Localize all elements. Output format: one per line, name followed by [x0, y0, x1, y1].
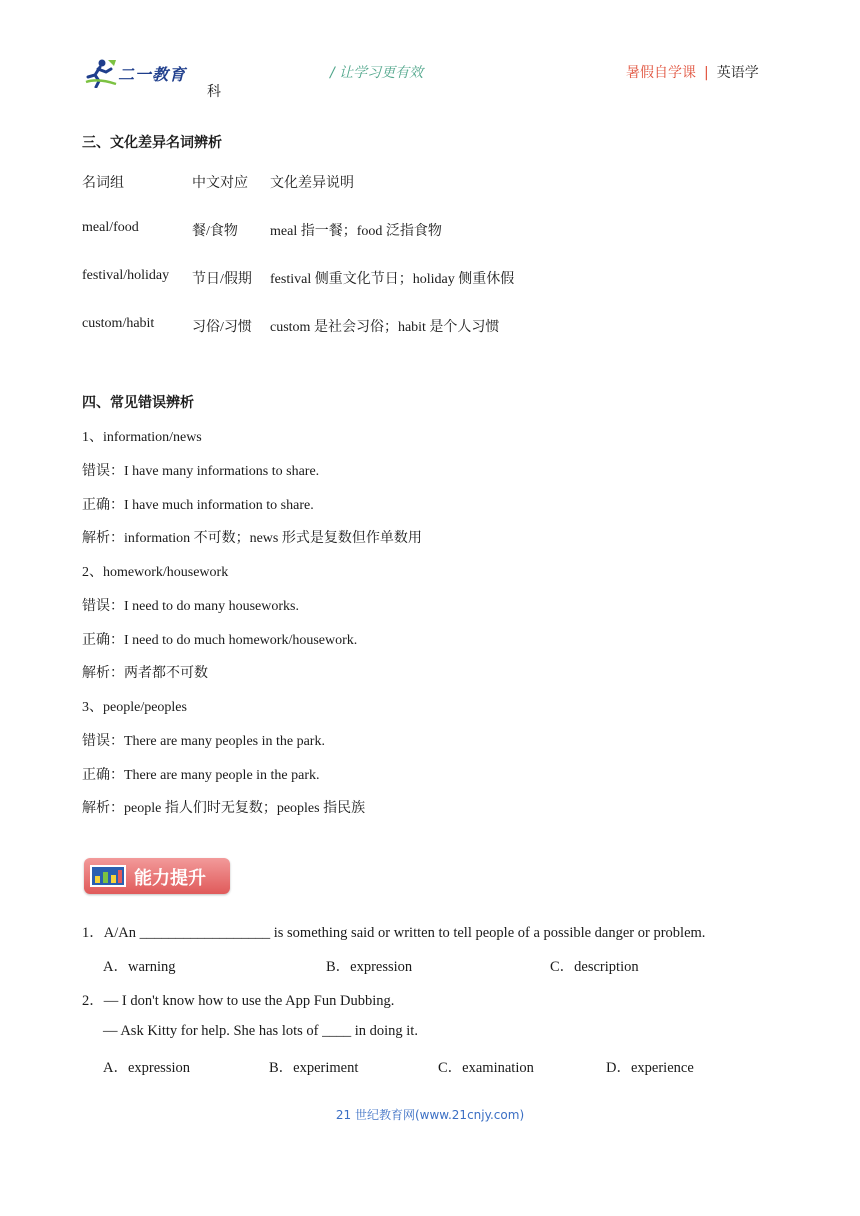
table-header-cell: 中文对应 [192, 176, 248, 191]
table-cell: meal/food [82, 220, 139, 235]
section4-line: 3、people/peoples [82, 700, 187, 715]
section4-line: 错误：There are many peoples in the park. [82, 734, 325, 749]
header-course: 暑假自学课 [626, 65, 696, 81]
header-slogan: / 让学习更有效 [330, 65, 424, 81]
section4-title: 四、常见错误辨析 [82, 395, 194, 411]
logo [84, 58, 196, 88]
ability-badge [84, 858, 230, 894]
section4-line: 解析：两者都不可数 [82, 666, 208, 681]
logo-text: 二一教育 [118, 65, 187, 84]
section4-line: 错误：I have many informations to share. [82, 464, 320, 479]
question-option: D．experience [606, 1060, 694, 1076]
chart-board-icon [90, 865, 126, 887]
section4-line: 正确：I need to do much homework/housework. [82, 633, 358, 648]
header-separator: | [704, 65, 709, 81]
running-man-icon [84, 58, 118, 88]
section4-line: 正确：I have much information to share. [82, 498, 314, 513]
table-header-cell: 文化差异说明 [270, 176, 354, 191]
table-cell: 餐/食物 [192, 224, 238, 239]
header-course-info [626, 62, 759, 82]
table-cell: custom/habit [82, 316, 155, 331]
question-stem: 2．— I don't know how to use the App Fun Dubbing. [82, 993, 395, 1009]
section3-title: 三、文化差异名词辨析 [82, 135, 222, 151]
table-cell: 习俗/习惯 [192, 320, 252, 335]
header-subject-tail: 科 [207, 84, 221, 100]
question-stem: 1．A/An __________________ is something said or written to tell people of a possible danger or problem. [82, 925, 706, 941]
question-option: A．expression [103, 1060, 190, 1076]
table-cell: custom 是社会习俗；habit 是个人习惯 [270, 320, 500, 335]
question-option: C．description [550, 959, 639, 975]
question-option: A．warning [103, 959, 176, 975]
question-option: C．examination [438, 1060, 534, 1076]
table-header-cell: 名词组 [82, 176, 124, 191]
question-stem-continued: — Ask Kitty for help. She has lots of ____ in doing it. [103, 1023, 418, 1039]
table-cell: meal 指一餐；food 泛指食物 [270, 224, 442, 239]
section4-line: 错误：I need to do many houseworks. [82, 599, 299, 614]
question-option: B．experiment [269, 1060, 359, 1076]
section4-line: 解析：information 不可数；news 形式是复数但作单数用 [82, 531, 422, 546]
footer-text: 21 世纪教育网(www.21cnjy.com) [335, 1108, 525, 1122]
section4-line: 2、homework/housework [82, 565, 229, 580]
section4-line: 解析：people 指人们时无复数；peoples 指民族 [82, 801, 366, 816]
header-subject: 英语学 [716, 65, 759, 81]
section4-line: 正确：There are many people in the park. [82, 768, 320, 783]
badge-label: 能力提升 [134, 868, 206, 889]
table-cell: festival/holiday [82, 268, 170, 283]
table-cell: 节日/假期 [192, 272, 252, 287]
table-cell: festival 侧重文化节日；holiday 侧重休假 [270, 272, 515, 287]
section4-line: 1、information/news [82, 430, 202, 445]
question-option: B．expression [326, 959, 413, 975]
